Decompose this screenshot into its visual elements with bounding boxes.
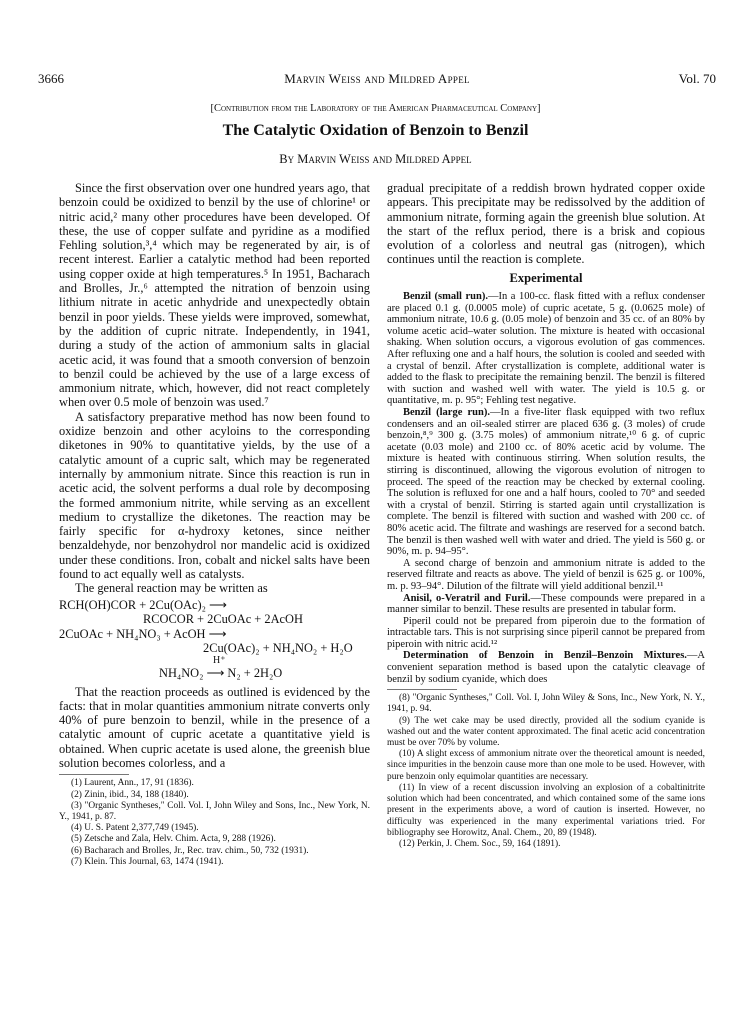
intro-paragraph-2: A satisfactory preparative method has now been found to oxidize benzoin and other acyloins to the corresponding diketones in 90% to quantitative yields, by the use of a catalytic amount of a cupric salt, which may be regenerated internally by ammonium nitrate. Since this reaction is run in acetic acid, the solvent performs a dual role by decomposing the formed ammonium nitrite, while serving as an excellent medium to crystallize the diketones. The reaction may be fairly specific for α-hydroxy ketones, since neither benzaldehyde, nor benzohydrol nor mandelic acid is oxidized under these conditions. Iron, cobalt and nickel salts have been found to act equally well as catalysts. (59, 409, 370, 582)
footnote: (6) Bacharach and Brolles, Jr., Rec. trav. chim., 50, 732 (1931). (71, 845, 309, 856)
article-title: The Catalytic Oxidation of Benzoin to Benzil (222, 122, 529, 139)
footnote-rule (387, 689, 457, 690)
contribution-line: [Contribution from the Laboratory of the American Pharmaceutical Company] (210, 103, 541, 114)
running-title: Marvin Weiss and Mildred Appel (284, 71, 470, 86)
footnote: (3) "Organic Syntheses," Coll. Vol. I, John Wiley and Sons, Inc., New York, N. Y., 1941, p. 87. (59, 800, 370, 822)
equation-line-2: RCOCOR + 2CuOAc + 2AcOH (143, 612, 303, 627)
footnote: (9) The wet cake may be used directly, provided all the sodium cyanide is washed out and the water content approximated. The final acetic acid concentration must be over 70% by volume. (387, 715, 705, 749)
intro-paragraph-1: Since the first observation over one hundred years ago, that benzoin could be oxidized to benzil by the use of chlorine¹ or nitric acid,² many other procedures have been developed. Of these, the use of copper sulfate and pyridine as a modified Fehling solution,³,⁴ which may be regenerated by air, is of recent interest. Earlier a catalytic method had been reported using copper oxide at high temperatures.⁵ In 1951, Bacharach and Brolles, Jr.,⁶ attempted the nitration of benzoin using lithium nitrate in acetic anhydride and unexpectedly obtain benzil in poor yields. These yields were improved, somewhat, by the addition of cupric nitrate. Independently, in 1941, during a study of the action of ammonium salts in glacial acetic acid, it was found that a smooth conversion of benzoin to benzil could be achieved by the use of a large excess of ammonium nitrate, which, however, did not react completely when over 0.5 mole of benzoin was used.⁷ (59, 181, 370, 410)
equation-line-1: RCH(OH)COR + 2Cu(OAc)₂ ⟶ (59, 597, 227, 612)
procedure-text: —These compounds were prepared in a manner similar to benzil. These results are presented in tabular form. (387, 592, 705, 616)
intro-paragraph-3: That the reaction proceeds as outlined is evidenced by the facts: that in molar quantities ammonium nitrate converts only 40% of pure benzoin to benzil, while in the presence of a catalytic amount of cupric acetate a quantitative yield is obtained. When cupric acetate is used alone, the greenish blue solution becomes colorless, and a (59, 684, 370, 771)
second-charge-paragraph: A second charge of benzoin and ammonium nitrate is added to the reserved filtrate and reacts as above. The yield of benzil is 625 g. or 100%, m. p. 93–94°. Dilution of the filtrate will yield additional benzil.¹¹ (387, 557, 705, 592)
footnote: (4) U. S. Patent 2,377,749 (1945). (71, 823, 199, 834)
procedure-text: —In a 100-cc. flask fitted with a reflux condenser are placed 0.1 g. (0.0005 mole) of cupric acetate, 5 g. (0.0625 mole) of ammonium nitrate, 10.6 g. (0.05 mole) of benzoin and 35 cc. of an 80% by volume acetic acid–water solution. The mixture is heated with occasional shaking. When solution occurs, a vigorous evolution of gas commences. After refluxing one and a half hours, the solution is cooled and seeded with a crystal of benzil. After crystallization is complete, additional water is added to the flask to precipitate the remaining benzil. The benzil is filtered with suction and washed well with water. The yield is 10.5 g. or quantitative, m. p. 95°; Fehling test negative. (387, 291, 706, 407)
equation-catalyst: H⁺ (213, 654, 226, 666)
procedure-text: —In a five-liter flask equipped with two reflux condensers and an oil-sealed stirrer are placed 636 g. (3 moles) of crude benzoin,⁸,⁹ 300 g. (3.75 moles) of ammonium nitrate,¹⁰ 6 g. of cupric acetate (0.03 mole) and 2100 cc. of 80% acetic acid by volume. The mixture is heated with continuous stirring. When solution results, the stirring is discontinued, allowing the vigorous evolution of nitrogen to proceed. The speed of the reaction may be checked by external cooling. The solution is refluxed for one and a half hours, cooled to 70° and seeded with a crystal of benzil. Stirring is started again until crystallization is complete. The benzil is filtered with suction and washed with 200 cc. of 80% acetic acid. The filtrate and washings are reserved for a second batch. The benzil is then washed well with water and dried. The yield is 560 g. or 90%, m. p. 94–95°. (387, 407, 705, 558)
continued-paragraph: gradual precipitate of a reddish brown hydrated copper oxide appears. This precipitate may be redissolved by the addition of ammonium nitrate, forming again the greenish blue solution. At the start of the reflux period, there is a brisk and copious evolution of a colorless and neutral gas (nitrogen), which continues until the reaction is complete. (387, 181, 705, 267)
run-in-heading: Benzil (large run). (403, 407, 490, 419)
running-header (38, 71, 716, 87)
footnote: (5) Zetsche and Zala, Helv. Chim. Acta, 9, 288 (1926). (71, 834, 276, 845)
procedure-text: —A convenient separation method is based upon the catalytic cleavage of benzil by sodium cyanide, which does (387, 650, 705, 685)
determination-paragraph (387, 650, 705, 685)
footnote: (2) Zinin, ibid., 34, 188 (1840). (71, 789, 189, 800)
run-in-heading: Determination of Benzoin in Benzil–Benzoin Mixtures. (403, 650, 687, 662)
procedure-small-run (387, 291, 705, 407)
left-column (59, 181, 370, 868)
footnote: (8) "Organic Syntheses," Coll. Vol. I, John Wiley & Sons, Inc., New York, N. Y., 1941, p. 94. (387, 693, 705, 715)
footnote: (10) A slight excess of ammonium nitrate over the theoretical amount is needed, since impurities in the benzoin cause more than one mole to be used. However, with pure benzoin only equimolar quantities are necessary. (387, 749, 705, 782)
footnote: (7) Klein. This Journal, 63, 1474 (1941). (71, 856, 224, 867)
footnote: (11) In view of a recent discussion involving an explosion of a cobaltinitrite solution which had been concentrated, and which contained some of the same ions present in the experiments above, a word of caution is inserted. However, no difficulty was experienced in the many experimental variations tried. For bibliography see Horowitz, Anal. Chem., 20, 89 (1948). (387, 782, 705, 838)
piperil-paragraph: Piperil could not be prepared from piperoin due to the formation of intractable tars. This is not surprising since piperil cannot be prepared from piperoin with nitric acid.¹² (387, 615, 705, 650)
footnote: (1) Laurent, Ann., 17, 91 (1836). (71, 778, 194, 789)
run-in-heading: Anisil, o-Veratril and Furil. (403, 592, 531, 604)
section-heading: Experimental (509, 270, 583, 285)
equation-line-4: 2Cu(OAc)₂ + NH₄NO₂ + H₂O (203, 641, 353, 656)
footnote-rule (59, 774, 129, 775)
procedure-large-run (387, 407, 705, 558)
reaction-equations (59, 598, 370, 681)
footnote: (12) Perkin, J. Chem. Soc., 59, 164 (1891). (399, 838, 561, 849)
equation-line-5: NH₄NO₂ ⟶ N₂ + 2H₂O (159, 665, 283, 680)
equation-line-3: 2CuOAc + NH₄NO₃ + AcOH ⟶ (59, 626, 227, 641)
anisil-paragraph (387, 593, 705, 616)
byline: By Marvin Weiss and Mildred Appel (279, 152, 472, 166)
page-number: 3666 (38, 71, 64, 86)
right-column (387, 181, 705, 850)
reaction-intro: The general reaction may be written as (75, 581, 268, 596)
run-in-heading: Benzil (small run). (403, 291, 488, 303)
volume-label: Vol. 70 (678, 71, 716, 86)
